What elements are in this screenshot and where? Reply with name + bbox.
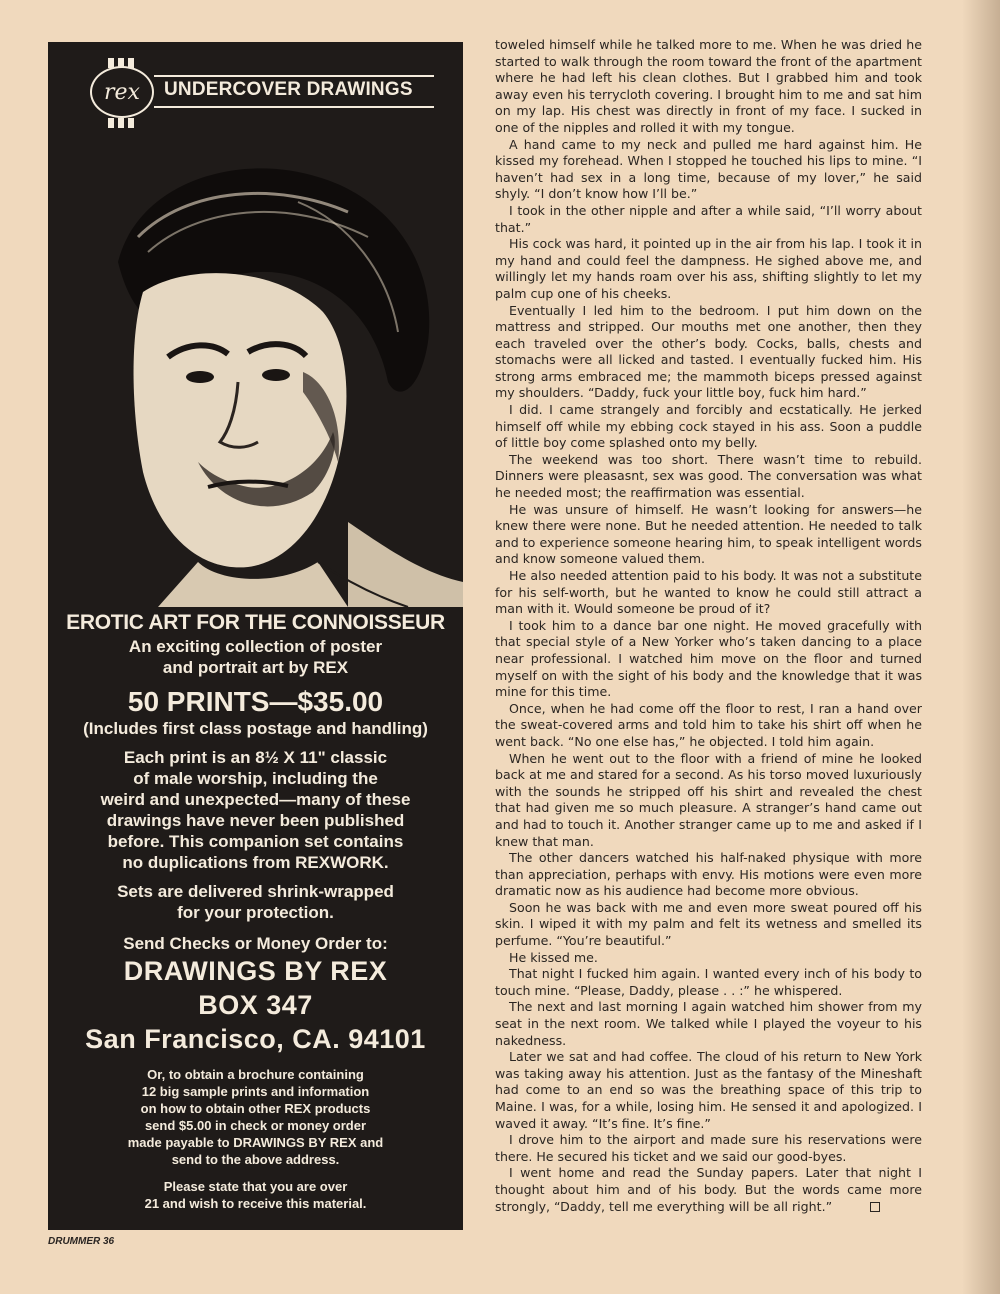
story-paragraph: I took in the other nipple and after a while said, “I’ll worry about that.” (495, 202, 922, 235)
ad-brochure-line: send to the above address. (171, 1152, 340, 1167)
ad-shrink-wrap-note (48, 881, 463, 923)
ad-description-line: Each print is an 8½ X 11" classic (123, 748, 388, 767)
ad-copy (48, 610, 463, 1212)
story-paragraph: I took him to a dance bar one night. He moved gracefully with that special style of a New Yorker who’s taken dancing to a place near professional. I watched him move on the floor and turned myself on with the sight of his body and the knowledge that it was mine for this time. (495, 617, 922, 700)
page-folio: DRUMMER 36 (48, 1236, 115, 1247)
header-rule-top (154, 75, 434, 77)
story-paragraph: Later we sat and had coffee. The cloud of his return to New York was taking away his attention. Just as the fantasy of the Mineshaft had come to an end so was the breathing space of this trip to Maine. I was, for a while, losing him. He sensed it and apologized. I waved it away. “It’s fine. It’s fine.” (495, 1049, 922, 1131)
story-paragraph: A hand came to my neck and pulled me hard against him. He kissed my forehead. When I stopped he touched his lips to mine. “I haven’t had sex in a long time, because of my lover,” he said shyly. “I don’t know how I’ll be.” (495, 136, 922, 202)
story-paragraph: The other dancers watched his half-naked physique with more than appreciation, perhaps with envy. His motions were even more dramatic now as his audience had become more obvious. (495, 850, 922, 899)
ad-send-to: Send Checks or Money Order to: (123, 934, 388, 953)
ad-brochure-line: Or, to obtain a brochure containing (147, 1067, 364, 1082)
ad-brochure-line: send $5.00 in check or money order (144, 1118, 367, 1133)
end-mark-icon (870, 1202, 880, 1212)
ad-header (48, 42, 463, 142)
rex-logo-text: rex (104, 79, 140, 105)
rex-advertisement (48, 42, 463, 1230)
story-paragraph: toweled himself while he talked more to me. When he was dried he started to walk through the room toward the front of the apartment where he had left his clean clothes. But I grabbed him and took away even his terrycloth covering. I brought him to me and sat him on my lap. His chest was directly in front of my face. I sucked in one of the nipples and rolled it with my tongue. (495, 37, 922, 135)
story-column (495, 37, 922, 1215)
ad-brochure-note (48, 1066, 463, 1168)
story-paragraph: He kissed me. (509, 949, 598, 965)
ad-description (48, 747, 463, 873)
ad-description-line: drawings have never been published (106, 811, 405, 830)
story-paragraph: The next and last morning I again watched him shower from my seat in the next room. We talked while I played the voyeur to his nakedness. (495, 999, 922, 1048)
logo-bars-bottom (108, 118, 134, 128)
ad-price: 50 PRINTS—$35.00 (127, 686, 384, 717)
ad-age-line: Please state that you are over (163, 1179, 348, 1194)
story-paragraph: Eventually I led him to the bedroom. I put him down on the mattress and stripped. Our mouths met one another, then they each traveled over the other’s body. Cocks, balls, chests and stomachs were all licked and tasted. I eventually fucked him. His strong arms embraced me; the mammoth biceps pressed against my shoulders. “Daddy, fuck your little boy, fuck him hard.” (495, 302, 922, 401)
story-paragraph: He also needed attention paid to his body. It was not a substitute for his self-worth, but he wanted to know he could still attract a man with it. Would someone be proud of it? (495, 568, 922, 617)
story-paragraph: The weekend was too short. There wasn’t time to rebuild. Dinners were pleasasnt, sex was good. The conversation was what he needed most; the reaffirmation was essential. (495, 451, 922, 501)
story-paragraph: He was unsure of himself. He wasn’t looking for answers—he knew there were none. But he needed attention. He needed to talk and to experience someone hearing him, to speak intelligent words and know someone valued them. (495, 501, 922, 567)
ad-address-line: DRAWINGS BY REX (123, 956, 388, 986)
header-rule-bottom (154, 106, 434, 108)
ad-subhead-1: An exciting collection of poster (128, 637, 383, 656)
story-paragraph: I drove him to the airport and made sure his reservations were there. He secured his ticket and we said our good-byes. (495, 1132, 922, 1164)
story-last-text: I went home and read the Sunday papers. Later that night I thought about him and of his body. But the words came more strongly, “Daddy, tell me everything will be all right.” (495, 1165, 922, 1214)
story-paragraph-last (495, 1165, 922, 1215)
ad-brochure-line: on how to obtain other REX products (140, 1101, 371, 1116)
rex-logo (90, 66, 154, 118)
ad-shrink-line: Sets are delivered shrink-wrapped (117, 882, 394, 901)
ad-price-note: (Includes first class postage and handling) (83, 719, 428, 738)
ad-description-line: of male worship, including the (133, 769, 378, 788)
page-gutter-shadow (962, 0, 1000, 1294)
story-paragraph: I did. I came strangely and forcibly and ecstatically. He jerked himself off while my ebbing cock stayed in his ass. Soon a puddle of little boy come splashed onto my belly. (495, 402, 922, 451)
ad-age-line: 21 and wish to receive this material. (144, 1196, 367, 1211)
ad-address-line: San Francisco, CA. 94101 (85, 1024, 426, 1054)
ad-brochure-line: made payable to DRAWINGS BY REX and (127, 1135, 384, 1150)
ad-address-line: BOX 347 (198, 990, 313, 1020)
story-paragraph: When he went out to the floor with a friend of mine he looked back at me and stared for a second. As his torso moved luxuriously with the sounds he stripped off his shirt and revealed the chest that had given me so much pleasure. A stranger’s hand came out and had to touch it. Another stranger came up to me and asked if I knew that man. (495, 750, 922, 849)
story-paragraph: That night I fucked him again. I wanted every inch of his body to touch mine. “Please, Daddy, please . . :” he whispered. (495, 966, 922, 998)
ad-description-line: weird and unexpected—many of these (100, 790, 411, 809)
story-paragraph: Soon he was back with me and even more sweat poured off his skin. I wiped it with my palm and felt its wetness and smelled its perfume. “You’re beautiful.” (495, 899, 922, 949)
story-paragraph: His cock was hard, it pointed up in the air from his lap. I took it in my hand and could feel the dampness. He sighed above me, and willingly let my hands roam over his ass, shifting slightly to let my palm cup one of his cheeks. (495, 236, 922, 301)
ad-description-line: no duplications from REXWORK. (122, 853, 389, 872)
story-paragraph: Once, when he had come off the floor to rest, I ran a hand over the sweat-covered arms and told him to take his shirt off when he went back. “No one else has,” he objected. I told him again. (495, 700, 922, 749)
portrait-illustration (48, 142, 463, 607)
ad-brochure-line: 12 big sample prints and information (141, 1084, 370, 1099)
ad-headline: EROTIC ART FOR THE CONNOISSEUR (66, 611, 445, 634)
ad-description-line: before. This companion set contains (107, 832, 404, 851)
ad-shrink-line: for your protection. (177, 903, 334, 922)
ad-subhead-2: and portrait art by REX (162, 658, 349, 677)
ad-age-note (48, 1178, 463, 1212)
ad-header-title: UNDERCOVER DRAWINGS (164, 79, 413, 100)
